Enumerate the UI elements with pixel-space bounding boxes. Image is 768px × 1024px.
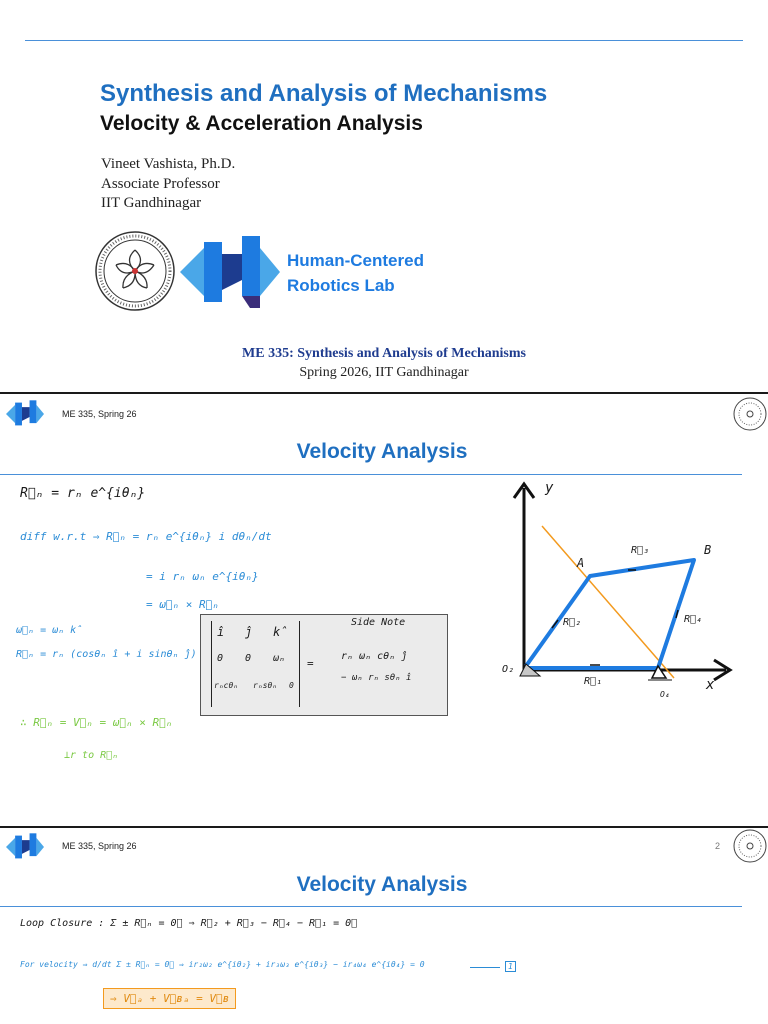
det-cell-rcos: rₙcθₙ (214, 681, 239, 690)
det-cell-k: k̂ (273, 625, 288, 639)
y-axis-label: y (545, 480, 554, 496)
author-institution: IIT Gandhinagar (101, 195, 202, 211)
title-top-rule (25, 40, 743, 41)
pivot-o4-label: O₄ (660, 690, 670, 699)
author-name: Vineet Vashista, Ph.D. (101, 156, 236, 172)
author-position: Associate Professor (101, 176, 220, 192)
lab-name-line2: Robotics Lab (287, 276, 395, 295)
slide-separator-1 (0, 392, 768, 394)
determinant-box (200, 614, 448, 716)
link-r3-label: R⃗₃ (631, 545, 650, 556)
slide-separator-2 (0, 826, 768, 828)
det-right-bar (299, 621, 300, 707)
det-equals: = (307, 657, 314, 670)
omega-definition: ω⃗ₙ = ωₙ k̂ (16, 625, 83, 636)
det-cell-omega: ωₙ (273, 653, 286, 664)
link-r4-label: R⃗₄ (684, 614, 703, 625)
joint-a-label: A (577, 556, 585, 570)
slide2-header-course: ME 335, Spring 26 (62, 841, 137, 851)
perpendicular-note: ⊥r to R⃗ₙ (64, 750, 119, 761)
diff-equation: diff w.r.t ⇒ R⃗ₙ = rₙ e^{iθₙ} i dθₙ/dt (20, 530, 272, 543)
slide1-heading: Velocity Analysis (296, 440, 468, 463)
det-result-1: rₙ ωₙ cθₙ ĵ (341, 651, 408, 662)
boxed-velocity-relation: ⇒ V⃗ₐ + V⃗ʙₐ = V⃗ʙ (103, 988, 236, 1009)
therefore-equation: ∴ R⃗ₙ = V⃗ₙ = ω⃗ₙ × R⃗ₙ (20, 716, 173, 729)
presentation-title: Synthesis and Analysis of Mechanisms (100, 80, 548, 107)
hcr-lab-logo (180, 234, 280, 310)
four-bar-linkage-diagram (490, 478, 748, 710)
presentation-subtitle: Velocity & Acceleration Analysis (100, 112, 423, 135)
r-definition: R⃗ₙ = rₙ (cosθₙ î + i sinθₙ ĵ) (16, 649, 197, 660)
velocity-loop-equation: For velocity ⇒ d/dt Σ ± R⃗ₙ = 0⃗ ⇒ ir₂ω₂ e^{iθ₂} + ir₃ω₃ e^{iθ₃} − ir₄ω₄ e^{iθ₄} = 0 (20, 960, 425, 969)
hcr-small-logo-2 (6, 830, 44, 864)
course-title: ME 335: Synthesis and Analysis of Mechanisms (242, 346, 526, 361)
equation-tag: 1 (505, 961, 516, 972)
slide2-heading: Velocity Analysis (296, 873, 468, 896)
pivot-o2-label: O₂ (502, 664, 515, 675)
x-axis-label: x (706, 677, 715, 693)
det-result-2: − ωₙ rₙ sθₙ î (341, 673, 412, 683)
slide1-heading-rule (0, 474, 742, 475)
joint-b-label: B (704, 543, 712, 557)
loop-closure-equation: Loop Closure : Σ ± R⃗ₙ = 0⃗ ⇒ R⃗₂ + R⃗₃ − R⃗₄ − R⃗₁ = 0⃗ (20, 918, 358, 929)
lab-name-line1: Human-Centered (287, 251, 424, 270)
slide2-page-number: 2 (715, 841, 721, 851)
velocity-cross-form: = ω⃗ₙ × R⃗ₙ (146, 598, 219, 611)
link-r2-label: R⃗₂ (563, 617, 582, 628)
det-left-bar (211, 621, 212, 707)
position-equation: R⃗ₙ = rₙ e^{iθₙ} (20, 486, 146, 501)
link-r1-label: R⃗₁ (584, 676, 603, 687)
course-term: Spring 2026, IIT Gandhinagar (299, 365, 469, 380)
det-cell-0b: 0 (245, 653, 252, 664)
iitgn-seal-logo (94, 230, 176, 312)
det-cell-0a: 0 (217, 653, 224, 664)
iitgn-small-seal (732, 396, 768, 432)
slide-header-course: ME 335, Spring 26 (62, 409, 137, 419)
side-note-label: Side Note (351, 617, 406, 628)
det-cell-0c: 0 (289, 681, 294, 690)
velocity-complex-form: = i rₙ ωₙ e^{iθₙ} (146, 570, 259, 583)
det-cell-j: ĵ (245, 625, 253, 639)
iitgn-small-seal-2 (732, 828, 768, 864)
slide2-heading-rule (0, 906, 742, 907)
det-cell-rsin: rₙsθₙ (253, 681, 278, 690)
det-cell-i: î (217, 625, 225, 639)
equation-arrow (470, 967, 500, 968)
hcr-small-logo (6, 397, 44, 431)
